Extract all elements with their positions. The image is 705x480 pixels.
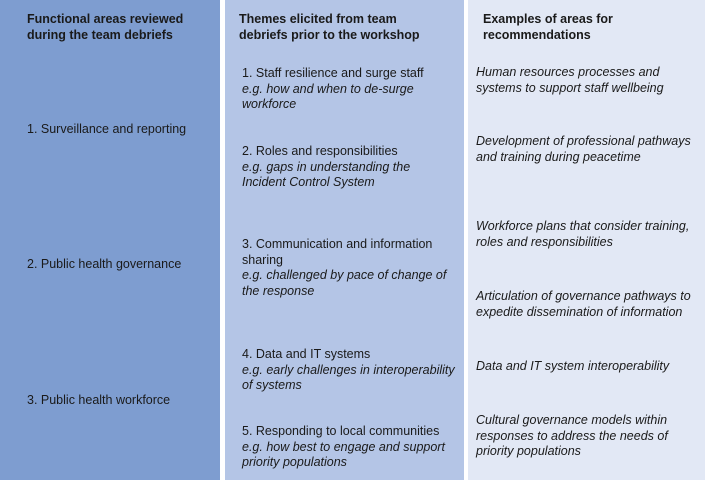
recommendation-item: Cultural governance models within responses to address the needs of priority populations — [476, 413, 668, 458]
theme-example: e.g. early challenges in interoperability of systems — [242, 362, 455, 392]
theme-title: 3. Communication and information sharing — [242, 237, 433, 267]
recommendations-column — [468, 0, 705, 480]
themes-column — [225, 0, 464, 480]
functional-area-item: 2. Public health governance — [27, 257, 182, 271]
recommendations-header: Examples of areas for recommendations — [483, 12, 613, 42]
theme-item — [242, 66, 457, 113]
theme-title: 2. Roles and responsibilities — [242, 144, 398, 158]
functional-area-item: 1. Surveillance and reporting — [27, 122, 187, 136]
theme-item — [242, 237, 457, 299]
theme-title: 5. Responding to local communities — [242, 424, 440, 438]
recommendation-item: Articulation of governance pathways to expedite dissemination of information — [476, 289, 691, 319]
theme-example: e.g. gaps in understanding the Incident Control System — [242, 159, 411, 189]
theme-item — [242, 347, 457, 394]
theme-example: e.g. how and when to de-surge workforce — [242, 81, 414, 111]
theme-title: 1. Staff resilience and surge staff — [242, 66, 424, 80]
functional-areas-column — [0, 0, 220, 480]
theme-item — [242, 424, 457, 471]
recommendation-item: Workforce plans that consider training, roles and responsibilities — [476, 219, 690, 249]
theme-example: e.g. challenged by pace of change of the response — [242, 268, 447, 298]
theme-item — [242, 144, 457, 191]
themes-header: Themes elicited from team debriefs prior to the workshop — [239, 12, 420, 42]
functional-areas-header: Functional areas reviewed during the team debriefs — [27, 12, 184, 42]
functional-area-item: 3. Public health workforce — [27, 393, 171, 407]
recommendation-item: Development of professional pathways and training during peacetime — [476, 134, 691, 164]
recommendation-item: Human resources processes and systems to support staff wellbeing — [476, 65, 664, 95]
recommendation-item: Data and IT system interoperability — [476, 359, 670, 373]
theme-title: 4. Data and IT systems — [242, 347, 371, 361]
theme-example: e.g. how best to engage and support priority populations — [242, 439, 445, 469]
